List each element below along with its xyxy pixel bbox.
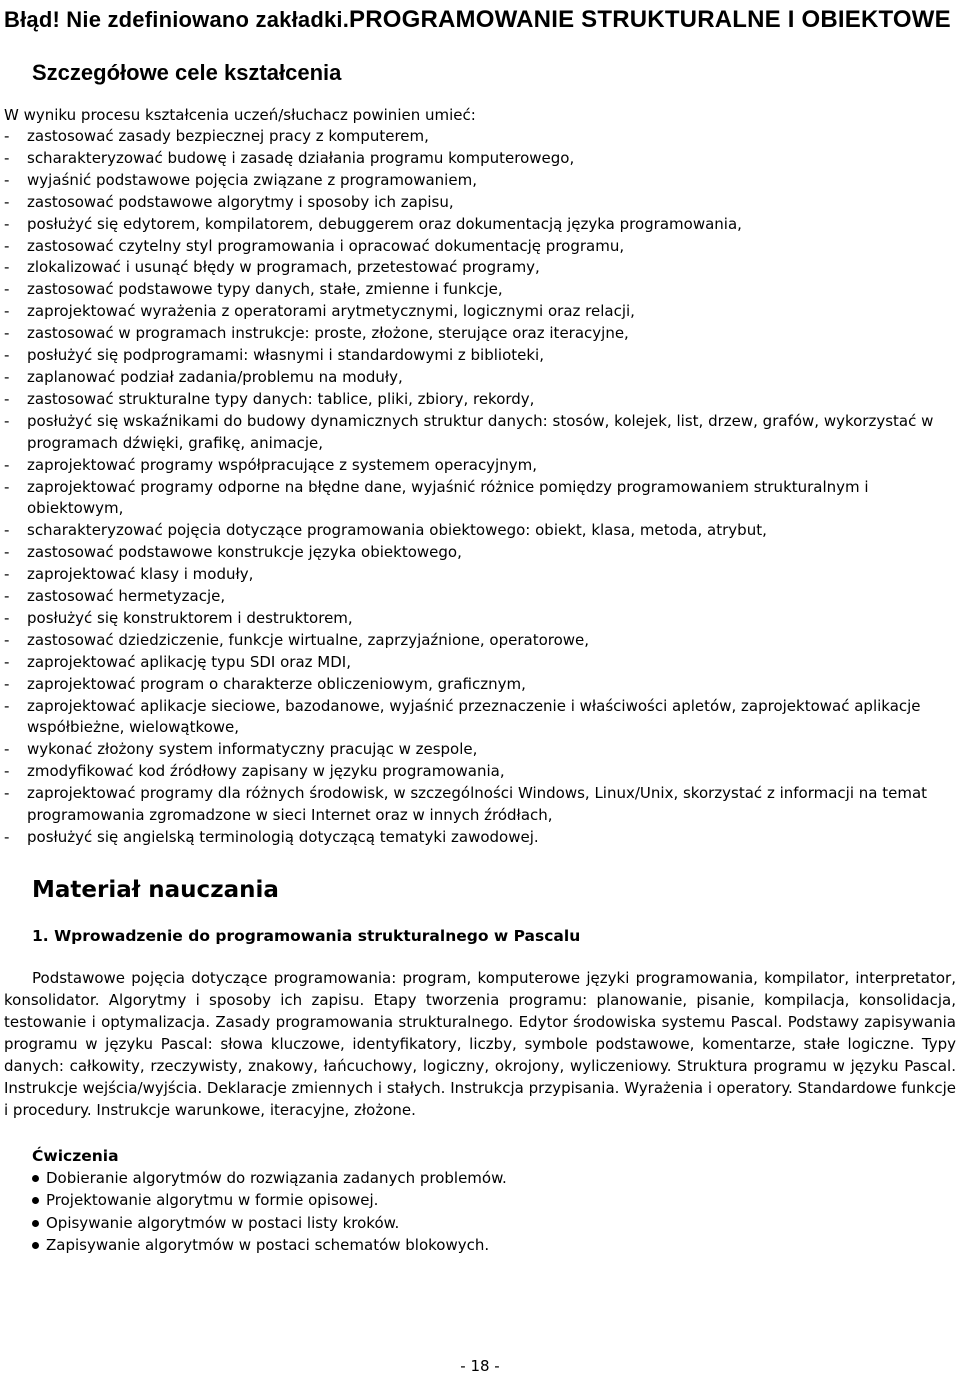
dash-bullet: - [4, 192, 10, 211]
objective-text: zastosować zasady bezpiecznej pracy z komputerem, [27, 127, 429, 145]
objective-text: scharakteryzować pojęcia dotyczące programowania obiektowego: obiekt, klasa, metoda, atrybut, [27, 521, 767, 540]
objective-text: zaprojektować klasy i moduły, [27, 565, 254, 584]
objective-item [4, 323, 956, 345]
dash-bullet: - [4, 521, 10, 540]
dash-bullet: - [4, 411, 10, 430]
objectives-heading: Szczegółowe cele kształcenia [32, 60, 342, 85]
objective-text: posłużyć się edytorem, kompilatorem, debuggerem oraz dokumentacją języka programowania, [27, 214, 742, 233]
dash-bullet: - [4, 367, 10, 386]
material-heading: Materiał nauczania [32, 876, 279, 903]
objective-text: zaprojektować aplikacje sieciowe, bazodanowe, wyjaśnić przeznaczenie i właściwości apletów, zaprojektować aplikacje współbieżne, wielowątkowe, [27, 696, 921, 737]
bullet-dot-icon [32, 1175, 39, 1182]
dash-bullet: - [4, 346, 10, 365]
objective-item [4, 586, 956, 608]
objective-text: zastosować strukturalne typy danych: tablice, pliki, zbiory, rekordy, [27, 389, 535, 408]
objective-text: zastosować dziedziczenie, funkcje wirtualne, zaprzyjaźnione, operatorowe, [27, 630, 590, 649]
objective-item [4, 279, 956, 301]
objective-item [4, 564, 956, 586]
dash-bullet: - [4, 762, 10, 781]
dash-bullet: - [4, 652, 10, 671]
objective-text: wyjaśnić podstawowe pojęcia związane z programowaniem, [27, 170, 477, 189]
chapter-heading [4, 4, 956, 35]
objective-item [4, 455, 956, 477]
objective-item [4, 411, 956, 455]
dash-bullet: - [4, 630, 10, 649]
exercise-item [32, 1167, 956, 1189]
section-title: 1. Wprowadzenie do programowania strukturalnego w Pascalu [32, 926, 581, 945]
objective-item [4, 674, 956, 696]
objective-text: zaprojektować wyrażenia z operatorami arytmetycznymi, logicznymi oraz relacji, [27, 302, 635, 321]
objective-item [4, 477, 956, 521]
objective-item [4, 345, 956, 367]
objectives-intro: W wyniku procesu kształcenia uczeń/słuchacz powinien umieć: [4, 106, 476, 124]
objective-text: zastosować hermetyzacje, [27, 587, 226, 606]
objective-text: scharakteryzować budowę i zasadę działania programu komputerowego, [27, 148, 575, 167]
objective-item [4, 542, 956, 564]
exercises-list [4, 1167, 956, 1256]
exercise-text: Dobieranie algorytmów do rozwiązania zadanych problemów. [46, 1168, 507, 1187]
bullet-dot-icon [32, 1242, 39, 1249]
exercise-text: Projektowanie algorytmu w formie opisowej. [46, 1191, 379, 1210]
dash-bullet: - [4, 477, 10, 496]
dash-bullet: - [4, 324, 10, 343]
exercise-item [32, 1189, 956, 1211]
objective-text: posłużyć się podprogramami: własnymi i standardowymi z biblioteki, [27, 346, 544, 365]
document-page [4, 0, 956, 1256]
objective-text: posłużyć się angielską terminologią dotyczącą tematyki zawodowej. [27, 828, 539, 846]
dash-bullet: - [4, 455, 10, 474]
objective-item [4, 608, 956, 630]
objective-item [4, 739, 956, 761]
dash-bullet: - [4, 214, 10, 233]
dash-bullet: - [4, 828, 10, 846]
dash-bullet: - [4, 674, 10, 693]
dash-bullet: - [4, 565, 10, 584]
objective-text: zastosować czytelny styl programowania i opracować dokumentację programu, [27, 236, 625, 255]
objective-text: zmodyfikować kod źródłowy zapisany w języku programowania, [27, 762, 505, 781]
dash-bullet: - [4, 127, 10, 145]
objective-item [4, 170, 956, 192]
objectives-list [4, 126, 956, 849]
dash-bullet: - [4, 543, 10, 562]
objective-text: posłużyć się konstruktorem i destruktorem, [27, 608, 353, 627]
objective-item [4, 214, 956, 236]
dash-bullet: - [4, 258, 10, 277]
objective-item [4, 126, 956, 148]
dash-bullet: - [4, 587, 10, 606]
objective-item [4, 301, 956, 323]
dash-bullet: - [4, 784, 10, 803]
objective-text: posłużyć się wskaźnikami do budowy dynamicznych struktur danych: stosów, kolejek, list, drzew, grafów, wykorzystać w programach dźwięki, grafikę, animacje, [27, 411, 934, 452]
objective-item [4, 630, 956, 652]
objective-text: zastosować podstawowe algorytmy i sposoby ich zapisu, [27, 192, 454, 211]
objective-text: zaprojektować programy odporne na błędne dane, wyjaśnić różnice pomiędzy programowaniem strukturalnym i obiektowym, [27, 477, 869, 518]
dash-bullet: - [4, 280, 10, 299]
bullet-dot-icon [32, 1220, 39, 1227]
chapter-title: PROGRAMOWANIE STRUKTURALNE I OBIEKTOWE [349, 6, 951, 33]
exercise-text: Opisywanie algorytmów w postaci listy kroków. [46, 1213, 400, 1232]
objective-item [4, 257, 956, 279]
objective-item [4, 148, 956, 170]
objective-text: zaprojektować programy dla różnych środowisk, w szczególności Windows, Linux/Unix, skorzystać z informacji na temat programowania zgromadzone w sieci Internet oraz w innych źródłach, [27, 784, 928, 825]
objective-text: zastosować podstawowe konstrukcje języka obiektowego, [27, 543, 462, 562]
objective-item [4, 783, 956, 827]
dash-bullet: - [4, 608, 10, 627]
objective-item [4, 652, 956, 674]
exercise-text: Zapisywanie algorytmów w postaci schematów blokowych. [46, 1235, 490, 1254]
dash-bullet: - [4, 170, 10, 189]
objective-item [4, 192, 956, 214]
objective-text: zlokalizować i usunąć błędy w programach, przetestować programy, [27, 258, 540, 277]
dash-bullet: - [4, 389, 10, 408]
bookmark-error-text: Błąd! Nie zdefiniowano zakładki. [4, 7, 350, 32]
objective-item [4, 761, 956, 783]
objective-item [4, 827, 956, 849]
objective-item [4, 367, 956, 389]
objective-text: zaprojektować aplikację typu SDI oraz MDI, [27, 652, 351, 671]
objective-text: zastosować w programach instrukcje: proste, złożone, sterujące oraz iteracyjne, [27, 324, 629, 343]
objective-text: zaprojektować program o charakterze obliczeniowym, graficznym, [27, 674, 526, 693]
objective-item [4, 520, 956, 542]
objective-text: zaprojektować programy współpracujące z systemem operacyjnym, [27, 455, 537, 474]
section-paragraph: Podstawowe pojęcia dotyczące programowania: program, komputerowe języki programowania, kompilator, interpretator, konsolidator. Algorytmy i sposoby ich zapisu. Etapy tworzenia programu: planowanie, pisanie, kompilacja, konsolidacja, testowanie i optymalizacja. Zasady programowania strukturalnego. Edytor środowiska systemu Pascal. Podstawy zapisywania programu w języku Pascal: słowa kluczowe, identyfikatory, liczby, symbole podstawowe, komentarze, stałe logiczne. Typy danych: całkowity, rzeczywisty, znakowy, łańcuchowy, logiczny, okrojony, wyliczeniowy. Struktura programu w języku Pascal. Instrukcje wejścia/wyjścia. Deklaracje zmiennych i stałych. Instrukcja przypisania. Wyrażenia i operatory. Standardowe funkcje i procedury. Instrukcje warunkowe, iteracyjne, złożone. [4, 968, 956, 1119]
dash-bullet: - [4, 696, 10, 715]
dash-bullet: - [4, 740, 10, 759]
objective-text: wykonać złożony system informatyczny pracując w zespole, [27, 740, 478, 759]
dash-bullet: - [4, 236, 10, 255]
bullet-dot-icon [32, 1197, 39, 1204]
exercises-heading: Ćwiczenia [32, 1146, 119, 1165]
dash-bullet: - [4, 302, 10, 321]
objective-item [4, 696, 956, 740]
dash-bullet: - [4, 148, 10, 167]
exercise-item [32, 1234, 956, 1256]
exercise-item [32, 1212, 956, 1234]
objective-item [4, 389, 956, 411]
objective-item [4, 236, 956, 258]
objective-text: zastosować podstawowe typy danych, stałe, zmienne i funkcje, [27, 280, 503, 299]
objective-text: zaplanować podział zadania/problemu na moduły, [27, 367, 403, 386]
page-number: - 18 - [460, 1357, 500, 1375]
